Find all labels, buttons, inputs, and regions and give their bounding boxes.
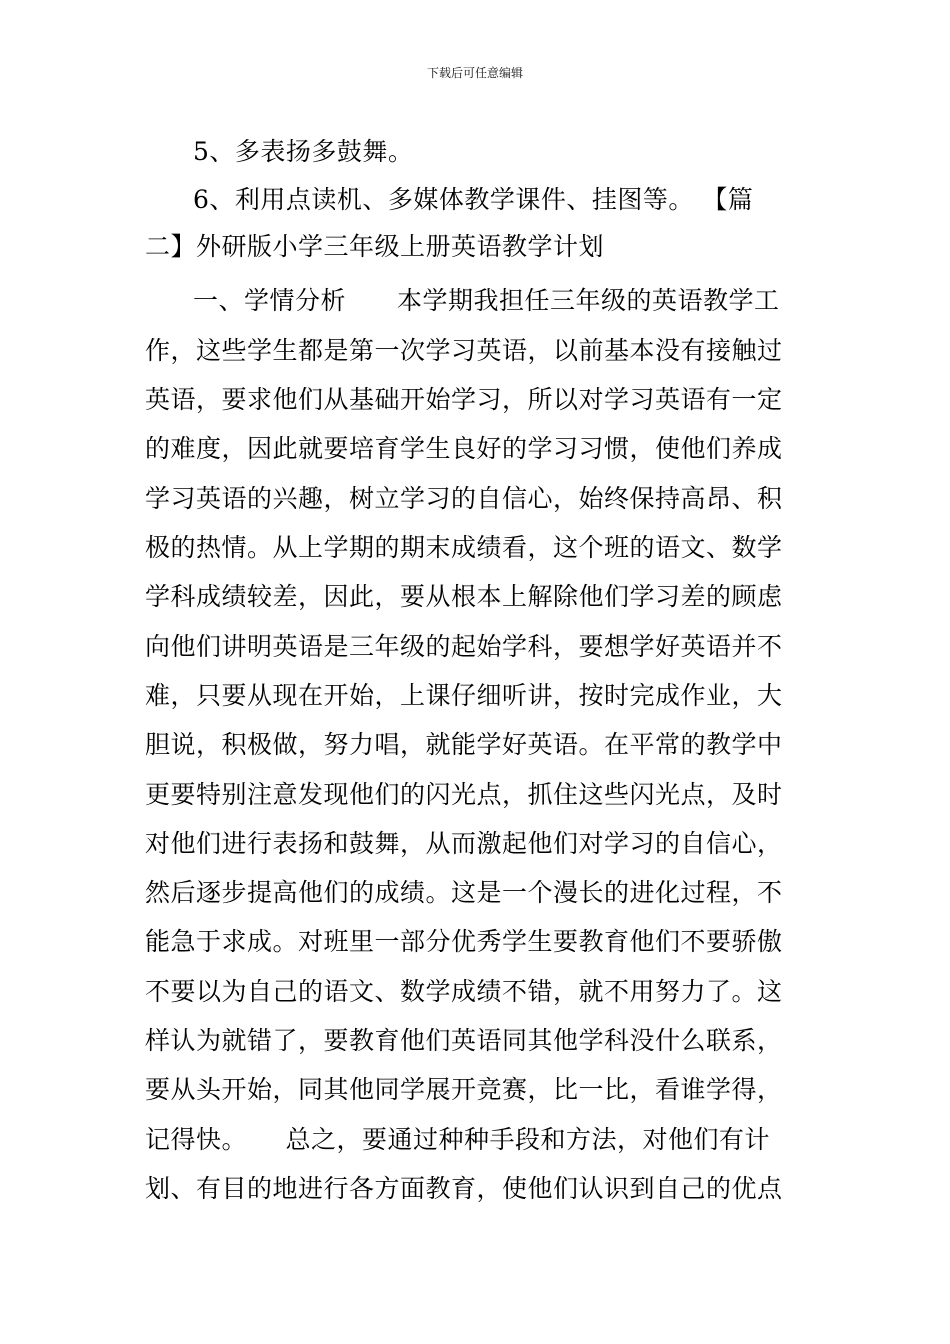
document-line-1: 5、多表扬多鼓舞。 xyxy=(193,137,414,166)
document-line-20: 要从头开始，同其他同学展开竞赛，比一比，看谁学得， xyxy=(145,1075,783,1104)
document-line-21: 记得快。 总之，要通过种种手段和方法，对他们有计 xyxy=(145,1125,771,1154)
document-line-10: 学科成绩较差，因此，要从根本上解除他们学习差的顾虑 xyxy=(145,582,783,611)
document-line-11: 向他们讲明英语是三年级的起始学科，要想学好英语并不 xyxy=(145,632,783,661)
document-line-14: 更要特别注意发现他们的闪光点，抓住这些闪光点，及时 xyxy=(145,780,783,809)
document-line-3: 二】外研版小学三年级上册英语教学计划 xyxy=(145,232,605,261)
document-line-15: 对他们进行表扬和鼓舞，从而激起他们对学习的自信心， xyxy=(145,829,783,858)
document-line-8: 学习英语的兴趣，树立学习的自信心，始终保持高昂、积 xyxy=(145,484,783,513)
document-line-12: 难，只要从现在开始，上课仔细听讲，按时完成作业，大 xyxy=(145,681,783,710)
document-line-18: 不要以为自己的语文、数学成绩不错，就不用努力了。这 xyxy=(145,977,783,1006)
document-line-7: 的难度，因此就要培育学生良好的学习习惯，使他们养成 xyxy=(145,434,783,463)
document-line-13: 胆说，积极做，努力唱，就能学好英语。在平常的教学中 xyxy=(145,730,783,759)
document-line-22: 划、有目的地进行各方面教育，使他们认识到自己的优点 xyxy=(145,1174,783,1203)
document-line-9: 极的热情。从上学期的期末成绩看，这个班的语文、数学 xyxy=(145,533,783,562)
document-line-6: 英语，要求他们从基础开始学习，所以对学习英语有一定 xyxy=(145,385,783,414)
document-line-16: 然后逐步提高他们的成绩。这是一个漫长的进化过程，不 xyxy=(145,878,783,907)
document-line-17: 能急于求成。对班里一部分优秀学生要教育他们不要骄傲 xyxy=(145,927,783,956)
header-note: 下载后可任意编辑 xyxy=(426,66,523,80)
document-line-2: 6、利用点读机、多媒体教学课件、挂图等。 【篇 xyxy=(193,185,754,214)
document-line-5: 作，这些学生都是第一次学习英语，以前基本没有接触过 xyxy=(145,336,783,365)
document-line-19: 样认为就错了，要教育他们英语同其他学科没什么联系， xyxy=(145,1026,783,1055)
document-line-4: 一、学情分析 本学期我担任三年级的英语教学工 xyxy=(193,286,780,315)
